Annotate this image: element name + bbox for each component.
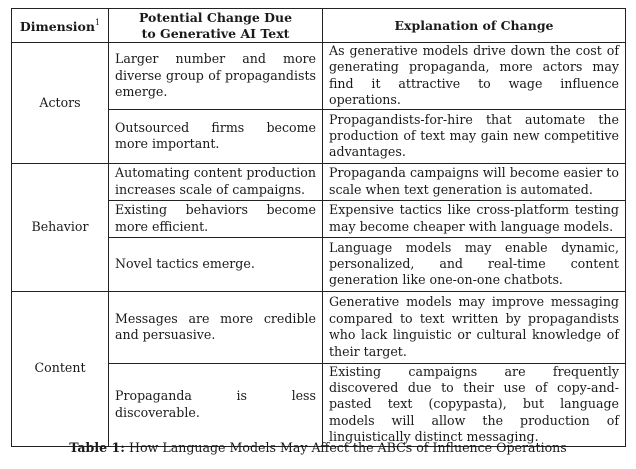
change-cell: Existing behaviors become more efficient. (109, 200, 323, 237)
footnote-marker: 1 (94, 17, 101, 27)
change-cell: Outsourced firms become more important. (109, 109, 323, 163)
table-header-row (12, 9, 626, 43)
dimension-actors: Actors (12, 43, 109, 164)
change-cell: Messages are more credible and persuasive. (109, 291, 323, 363)
table-caption (0, 440, 636, 455)
caption-label: Table 1: (69, 440, 125, 455)
influence-operations-table (11, 8, 626, 447)
header-dimension: Dimension$^1$ (12, 9, 109, 43)
change-cell: Larger number and more diverse group of propagandists emerge. (109, 43, 323, 110)
table-row (12, 43, 626, 110)
explanation-cell: Propaganda campaigns will become easier to scale when text generation is automated. (323, 163, 626, 200)
abc-table-container (11, 8, 625, 445)
change-cell: Novel tactics emerge. (109, 237, 323, 291)
table-row (12, 291, 626, 363)
dimension-behavior: Behavior (12, 163, 109, 291)
explanation-cell: Language models may enable dynamic, personalized, and real-time content generation like one-on-one chatbots. (323, 237, 626, 291)
table-row (12, 163, 626, 200)
explanation-cell: Expensive tactics like cross-platform testing may become cheaper with language models. (323, 200, 626, 237)
explanation-cell: Existing campaigns are frequently discovered due to their use of copy-and-pasted text (copypasta), but language models will allow the production of linguistically distinct messaging. (323, 363, 626, 446)
explanation-cell: Generative models may improve messaging compared to text written by propagandists who lack linguistic or cultural knowledge of their target. (323, 291, 626, 363)
dimension-content: Content (12, 291, 109, 446)
header-explanation: Explanation of Change (323, 9, 626, 43)
header-potential-change: Potential Change Due to Generative AI Text (109, 9, 323, 43)
change-cell: Automating content production increases scale of campaigns. (109, 163, 323, 200)
explanation-cell: As generative models drive down the cost of generating propaganda, more actors may find it attractive to wage influence operations. (323, 43, 626, 110)
caption-text: How Language Models May Affect the ABCs of Influence Operations (128, 440, 567, 455)
explanation-cell: Propagandists-for-hire that automate the production of text may gain new competitive advantages. (323, 109, 626, 163)
change-cell: Propaganda is less discoverable. (109, 363, 323, 446)
